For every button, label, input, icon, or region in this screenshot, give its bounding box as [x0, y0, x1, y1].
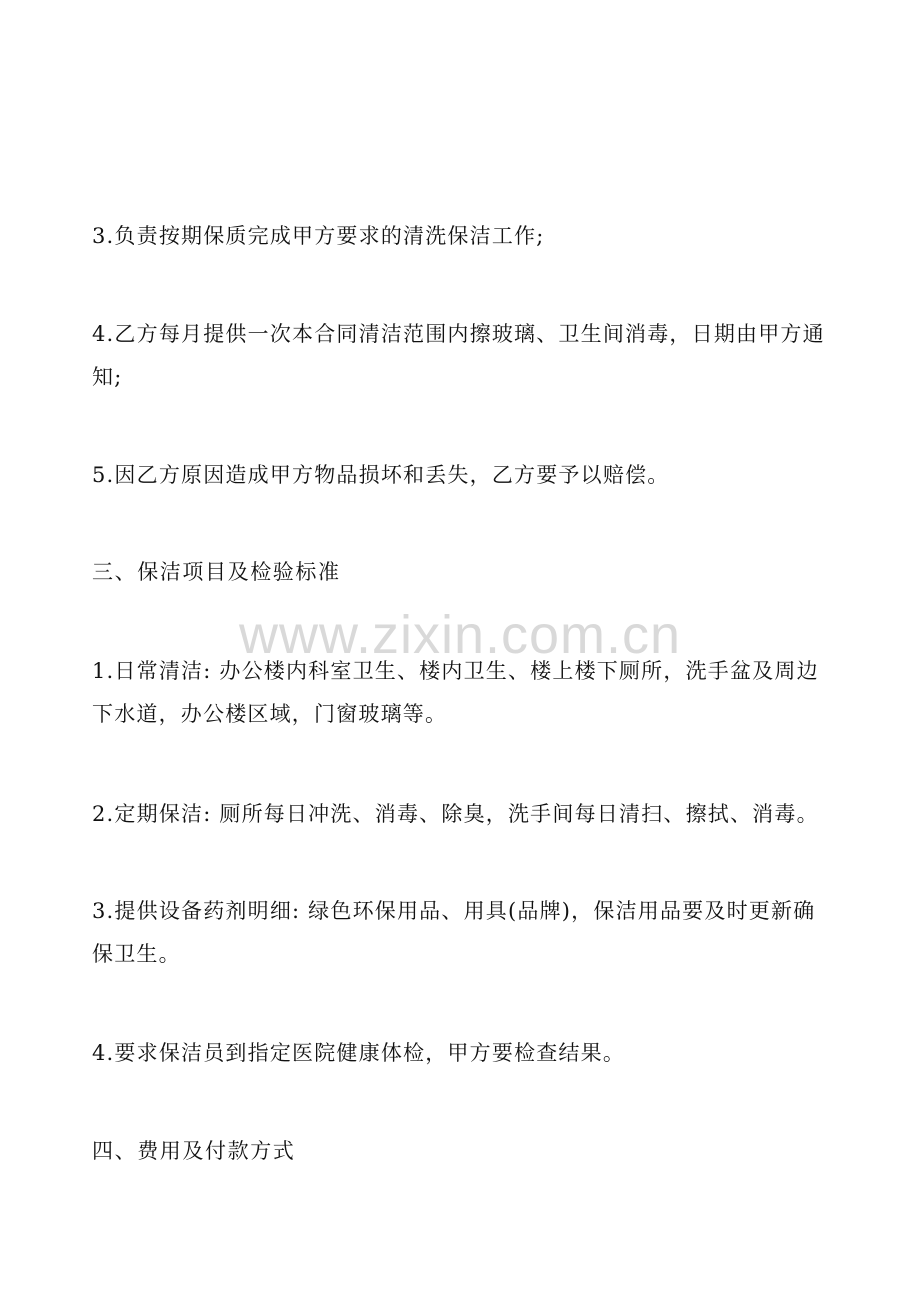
paragraph-duty-3: 3.负责按期保质完成甲方要求的清洗保洁工作; [92, 224, 545, 248]
paragraph-item-4: 4.要求保洁员到指定医院健康体检，甲方要检查结果。 [92, 1041, 626, 1065]
section-heading-4: 四、费用及付款方式 [92, 1139, 296, 1163]
watermark: www.zixin.com.cn [238, 605, 682, 665]
paragraph-duty-5: 5.因乙方原因造成甲方物品损坏和丢失，乙方要予以赔偿。 [92, 463, 670, 487]
paragraph-duty-4: 4.乙方每月提供一次本合同清洁范围内擦玻璃、卫生间消毒，日期由甲方通知; [92, 322, 825, 389]
section-heading-3: 三、保洁项目及检验标准 [92, 560, 341, 584]
paragraph-item-2: 2.定期保洁: 厕所每日冲洗、消毒、除臭，洗手间每日清扫、擦拭、消毒。 [92, 802, 819, 826]
paragraph-item-1: 1.日常清洁: 办公楼内科室卫生、楼内卫生、楼上楼下厕所，洗手盆及周边下水道，办公楼区域，门窗玻璃等。 [92, 659, 819, 726]
paragraph-item-3: 3.提供设备药剂明细: 绿色环保用品、用具(品牌)，保洁用品要及时更新确保卫生。 [92, 899, 816, 966]
